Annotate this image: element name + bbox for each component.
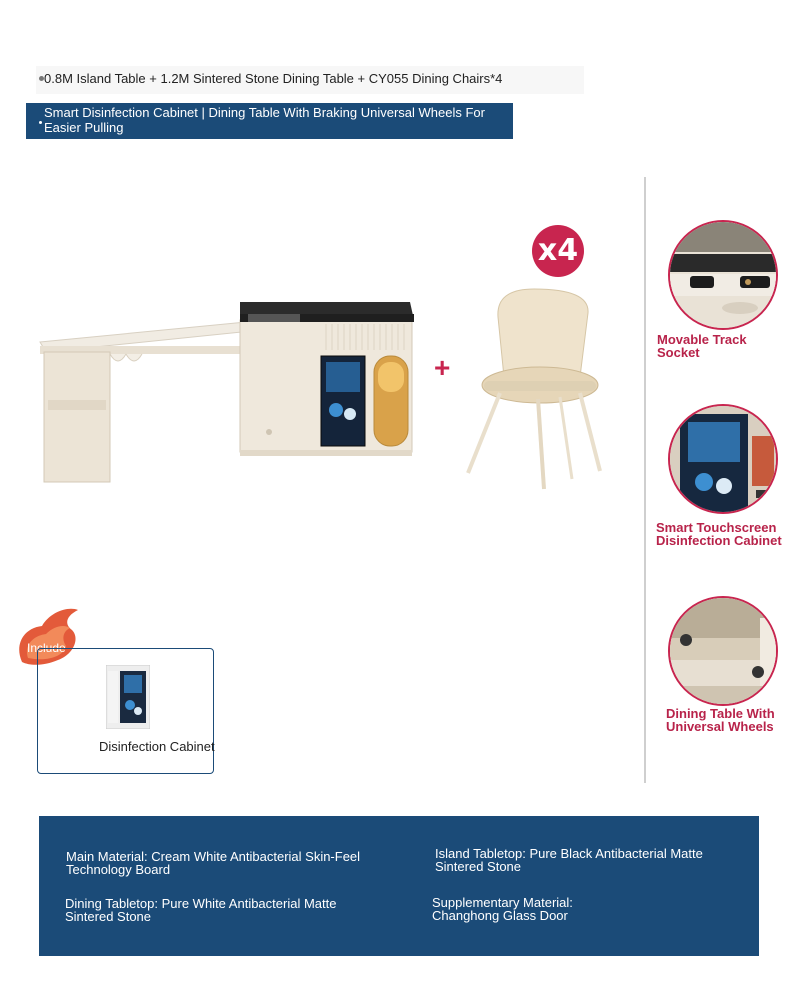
spec-item: Dining Tabletop: Pure White Antibacterial Matte Sintered Stone bbox=[65, 896, 337, 924]
spec-item: Island Tabletop: Pure Black Antibacterial Matte Sintered Stone bbox=[435, 846, 703, 874]
spec-panel bbox=[39, 816, 759, 956]
bullet-icon bbox=[39, 121, 42, 124]
track-socket-icon bbox=[668, 220, 778, 330]
feature-label: Movable Track Socket bbox=[657, 332, 747, 360]
feature-banner bbox=[26, 103, 513, 139]
wheel-icon bbox=[668, 596, 778, 706]
feature-movable-socket bbox=[656, 220, 796, 360]
quantity-badge: x4 bbox=[532, 225, 584, 277]
dining-chair-image bbox=[460, 285, 610, 495]
disinfection-cabinet-image bbox=[106, 665, 150, 729]
feature-universal-wheels bbox=[656, 596, 796, 736]
plus-sign: + bbox=[434, 352, 451, 383]
vertical-divider bbox=[644, 177, 646, 783]
product-title: 0.8M Island Table + 1.2M Sintered Stone Dining Table + CY055 Dining Chairs*4 bbox=[44, 71, 503, 86]
cabinet-icon bbox=[668, 404, 778, 514]
feature-label: Dining Table With Universal Wheels bbox=[666, 706, 775, 734]
included-item-card bbox=[37, 648, 214, 774]
product-title-row bbox=[36, 66, 584, 94]
spec-item: Supplementary Material: Changhong Glass Door bbox=[432, 895, 573, 923]
included-item-label: Disinfection Cabinet bbox=[99, 739, 215, 754]
island-dining-table-image bbox=[36, 290, 426, 490]
feature-banner-text: Smart Disinfection Cabinet | Dining Table With Braking Universal Wheels For Easier Pulling bbox=[44, 105, 485, 135]
feature-label: Smart Touchscreen Disinfection Cabinet bbox=[656, 520, 782, 548]
spec-item: Main Material: Cream White Antibacterial Skin-Feel Technology Board bbox=[66, 849, 361, 877]
feature-smart-cabinet bbox=[656, 404, 796, 548]
include-badge-text: Include bbox=[27, 641, 66, 655]
